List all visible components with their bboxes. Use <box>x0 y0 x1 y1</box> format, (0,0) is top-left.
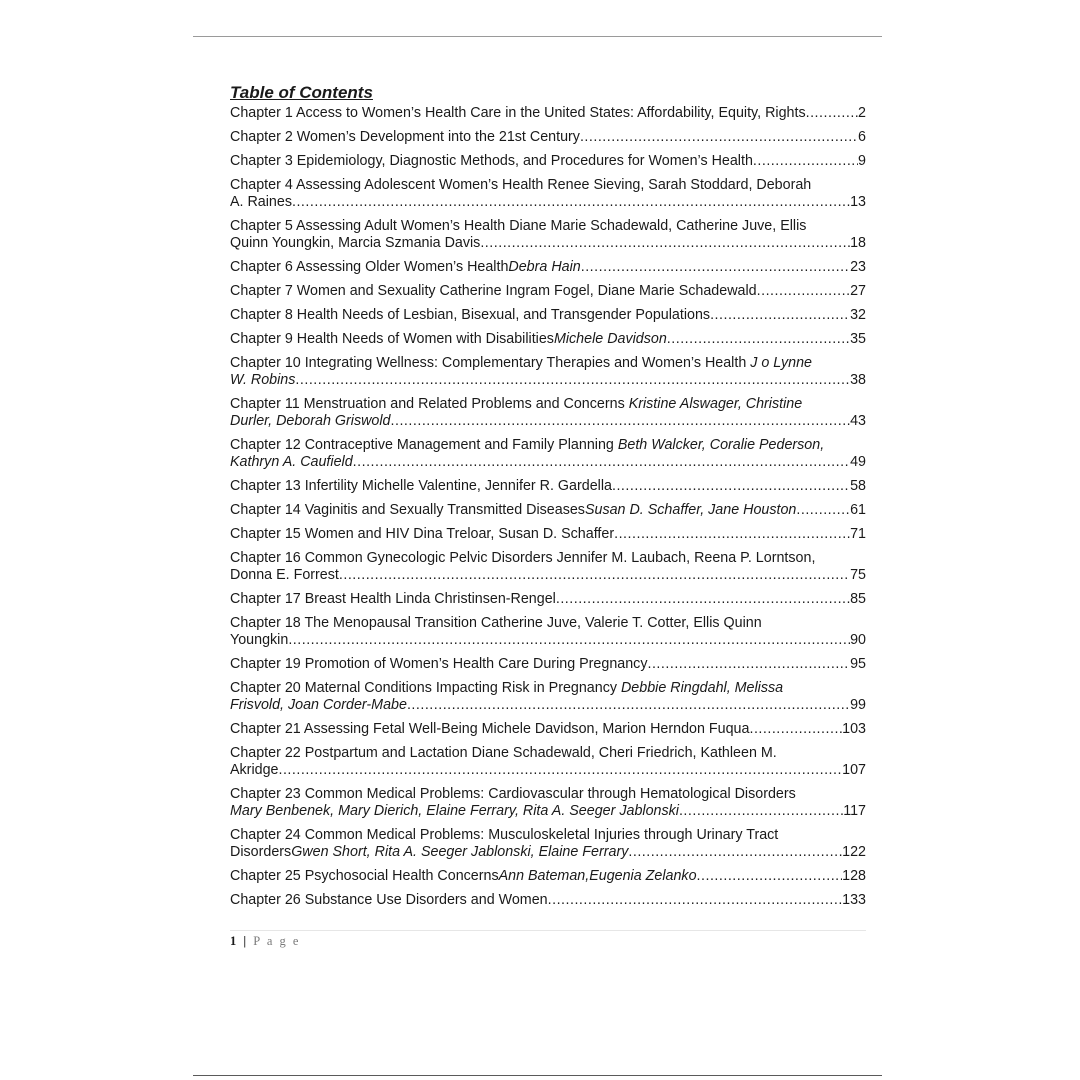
entry-page: 38 <box>850 372 866 388</box>
entry-page: 2 <box>858 105 866 121</box>
entry-line-1 <box>230 177 866 194</box>
page-footer <box>230 930 866 949</box>
dot-leader <box>581 259 850 276</box>
entry-line-1 <box>230 550 866 567</box>
entry-page: 122 <box>842 844 866 860</box>
dot-leader <box>806 105 858 122</box>
dot-leader <box>288 632 850 649</box>
entry-line-1 <box>230 355 866 372</box>
entry-line-2 <box>230 632 866 649</box>
entry-title-cont: Youngkin <box>230 632 289 648</box>
entry-line-2 <box>230 844 866 861</box>
entry-title-cont: A. Raines <box>230 194 292 210</box>
bottom-rule <box>193 1075 882 1076</box>
dot-leader <box>647 656 850 673</box>
entry-page: 6 <box>858 129 866 145</box>
dot-leader <box>612 478 850 495</box>
entry-page: 18 <box>850 235 866 251</box>
dot-leader <box>278 762 842 779</box>
entry-line-1 <box>230 827 866 844</box>
entry-line-2 <box>230 413 866 430</box>
entry-title: Chapter 4 Assessing Adolescent Women’s Health Renee Sieving, Sarah Stoddard, Deborah <box>230 177 812 193</box>
toc-entry[interactable] <box>230 615 866 649</box>
entry-page: 35 <box>850 331 866 347</box>
dot-leader <box>556 591 850 608</box>
dot-leader <box>548 892 843 909</box>
dot-leader <box>391 413 851 430</box>
dot-leader <box>628 844 842 861</box>
entry-title: Chapter 20 Maternal Conditions Impacting Risk in Pregnancy <box>230 680 621 696</box>
entry-title: Chapter 23 Common Medical Problems: Cardiovascular through Hematological Disorders <box>230 786 796 802</box>
entry-author: Frisvold, Joan Corder-Mabe <box>230 697 407 713</box>
entry-title: Chapter 14 Vaginitis and Sexually Transmitted Diseases <box>230 502 585 518</box>
entry-line-2 <box>230 697 866 714</box>
dot-leader <box>353 454 850 471</box>
entry-page: 128 <box>842 868 866 884</box>
dot-leader <box>753 153 858 170</box>
toc-entry[interactable] <box>230 177 866 211</box>
dot-leader <box>480 235 850 252</box>
entry-title: Chapter 10 Integrating Wellness: Complementary Therapies and Women’s Health <box>230 355 751 371</box>
toc-entry[interactable] <box>230 656 866 673</box>
entry-author: Michele Davidson <box>553 331 667 347</box>
entry-title-cont: Akridge <box>230 762 279 778</box>
entry-title: Chapter 24 Common Medical Problems: Musculoskeletal Injuries through Urinary Tract <box>230 827 779 843</box>
entry-line-2 <box>230 194 866 211</box>
toc-entry[interactable] <box>230 396 866 430</box>
toc-entry[interactable] <box>230 259 866 276</box>
entry-author: Mary Benbenek, Mary Dierich, Elaine Ferrary, Rita A. Seeger Jablonski <box>230 803 679 819</box>
entry-title: Chapter 12 Contraceptive Management and Family Planning <box>230 437 618 453</box>
dot-leader <box>339 567 850 584</box>
entry-line-1 <box>230 786 866 803</box>
entry-page: 49 <box>850 454 866 470</box>
toc-entry[interactable] <box>230 478 866 495</box>
entry-line-1 <box>230 437 866 454</box>
entry-line-1 <box>230 396 866 413</box>
entry-title-cont: Donna E. Forrest <box>230 567 339 583</box>
toc-entry[interactable] <box>230 550 866 584</box>
entry-title: Chapter 7 Women and Sexuality Catherine Ingram Fogel, Diane Marie Schadewald <box>230 283 757 299</box>
entry-page: 13 <box>850 194 866 210</box>
entry-line-1 <box>230 745 866 762</box>
toc-entry[interactable] <box>230 153 866 170</box>
entry-line-2 <box>230 803 866 820</box>
entry-title: Chapter 3 Epidemiology, Diagnostic Methods, and Procedures for Women’s Health <box>230 153 753 169</box>
entry-line-1 <box>230 680 866 697</box>
entry-title: Chapter 15 Women and HIV Dina Treloar, Susan D. Schaffer <box>230 526 615 542</box>
toc-entry[interactable] <box>230 827 866 861</box>
entry-title: Chapter 26 Substance Use Disorders and Women <box>230 892 548 908</box>
toc-entry[interactable] <box>230 105 866 122</box>
entry-title-cont: Quinn Youngkin, Marcia Szmania Davis <box>230 235 481 251</box>
entry-author: Susan D. Schaffer, Jane Houston <box>584 502 797 518</box>
entry-page: 107 <box>842 762 866 778</box>
entry-author: Kathryn A. Caufield <box>230 454 353 470</box>
table-of-contents <box>230 82 866 916</box>
toc-entry[interactable] <box>230 745 866 779</box>
entry-author: J o Lynne <box>750 355 813 371</box>
toc-entry[interactable] <box>230 868 866 885</box>
page-separator: | <box>243 934 247 948</box>
toc-entry[interactable] <box>230 129 866 146</box>
dot-leader <box>295 372 850 389</box>
entry-page: 103 <box>842 721 866 737</box>
entry-title: Chapter 19 Promotion of Women’s Health Care During Pregnancy <box>230 656 648 672</box>
entry-page: 23 <box>850 259 866 275</box>
toc-entry[interactable] <box>230 502 866 519</box>
entry-title: Chapter 17 Breast Health Linda Christinsen-Rengel <box>230 591 556 607</box>
entry-title: Chapter 6 Assessing Older Women’s Health <box>230 259 509 275</box>
entry-page: 58 <box>850 478 866 494</box>
entry-title: Chapter 21 Assessing Fetal Well-Being Michele Davidson, Marion Herndon Fuqua <box>230 721 750 737</box>
page-number: 1 <box>230 934 237 948</box>
entry-line-2 <box>230 372 866 389</box>
entry-title-cont: Disorders <box>230 844 292 860</box>
entry-title: Chapter 13 Infertility Michelle Valentine, Jennifer R. Gardella <box>230 478 612 494</box>
toc-entry[interactable] <box>230 786 866 820</box>
entry-title: Chapter 2 Women’s Development into the 21st Century <box>230 129 580 145</box>
page-label: P a g e <box>253 934 301 948</box>
dot-leader <box>580 129 858 146</box>
entry-page: 133 <box>842 892 866 908</box>
entry-author: Ann Bateman,Eugenia Zelanko <box>498 868 697 884</box>
entry-line-2 <box>230 454 866 471</box>
entry-title: Chapter 8 Health Needs of Lesbian, Bisexual, and Transgender Populations <box>230 307 711 323</box>
entry-line-2 <box>230 567 866 584</box>
entry-author: Durler, Deborah Griswold <box>230 413 391 429</box>
entry-page: 85 <box>850 591 866 607</box>
top-rule <box>193 36 882 37</box>
toc-entry[interactable] <box>230 591 866 608</box>
dot-leader <box>757 283 850 300</box>
dot-leader <box>796 502 850 519</box>
entry-title: Chapter 18 The Menopausal Transition Catherine Juve, Valerie T. Cotter, Ellis Quinn <box>230 615 762 631</box>
entry-line-1 <box>230 615 866 632</box>
toc-entry[interactable] <box>230 355 866 389</box>
entry-line-1 <box>230 218 866 235</box>
entry-page: 43 <box>850 413 866 429</box>
toc-entry[interactable] <box>230 526 866 543</box>
entry-page: 99 <box>850 697 866 713</box>
entry-page: 27 <box>850 283 866 299</box>
entry-author: Kristine Alswager, Christine <box>628 396 803 412</box>
dot-leader <box>292 194 850 211</box>
entry-title: Chapter 5 Assessing Adult Women’s Health Diane Marie Schadewald, Catherine Juve, Ellis <box>230 218 807 234</box>
entry-page: 75 <box>850 567 866 583</box>
entry-author: Gwen Short, Rita A. Seeger Jablonski, Elaine Ferrary <box>291 844 629 860</box>
entry-author: Debbie Ringdahl, Melissa <box>620 680 784 696</box>
entry-page: 71 <box>850 526 866 542</box>
toc-entry[interactable] <box>230 331 866 348</box>
entry-page: 117 <box>843 803 866 819</box>
entry-author: Debra Hain <box>508 259 581 275</box>
toc-entries <box>230 105 866 909</box>
toc-entry[interactable] <box>230 218 866 252</box>
entry-page: 32 <box>850 307 866 323</box>
dot-leader <box>667 331 850 348</box>
dot-leader <box>710 307 850 324</box>
toc-entry[interactable] <box>230 437 866 471</box>
entry-title: Chapter 11 Menstruation and Related Problems and Concerns <box>230 396 629 412</box>
entry-page: 90 <box>850 632 866 648</box>
toc-title: Table of Contents <box>230 83 373 102</box>
dot-leader <box>749 721 842 738</box>
toc-entry[interactable] <box>230 892 866 909</box>
entry-author: W. Robins <box>230 372 296 388</box>
toc-entry[interactable] <box>230 721 866 738</box>
toc-entry[interactable] <box>230 307 866 324</box>
toc-entry[interactable] <box>230 680 866 714</box>
entry-author: Beth Walcker, Coralie Pederson, <box>617 437 825 453</box>
entry-page: 61 <box>850 502 866 518</box>
dot-leader <box>679 803 843 820</box>
dot-leader <box>614 526 850 543</box>
entry-title: Chapter 25 Psychosocial Health Concerns <box>230 868 499 884</box>
dot-leader <box>697 868 843 885</box>
entry-title: Chapter 9 Health Needs of Women with Disabilities <box>230 331 554 347</box>
entry-title: Chapter 1 Access to Women’s Health Care in the United States: Affordability, Equity, Rights <box>230 105 806 121</box>
entry-title: Chapter 16 Common Gynecologic Pelvic Disorders Jennifer M. Laubach, Reena P. Lorntson, <box>230 550 816 566</box>
entry-line-2 <box>230 235 866 252</box>
entry-page: 95 <box>850 656 866 672</box>
dot-leader <box>407 697 850 714</box>
entry-line-2 <box>230 762 866 779</box>
entry-page: 9 <box>858 153 866 169</box>
toc-entry[interactable] <box>230 283 866 300</box>
entry-title: Chapter 22 Postpartum and Lactation Diane Schadewald, Cheri Friedrich, Kathleen M. <box>230 745 777 761</box>
